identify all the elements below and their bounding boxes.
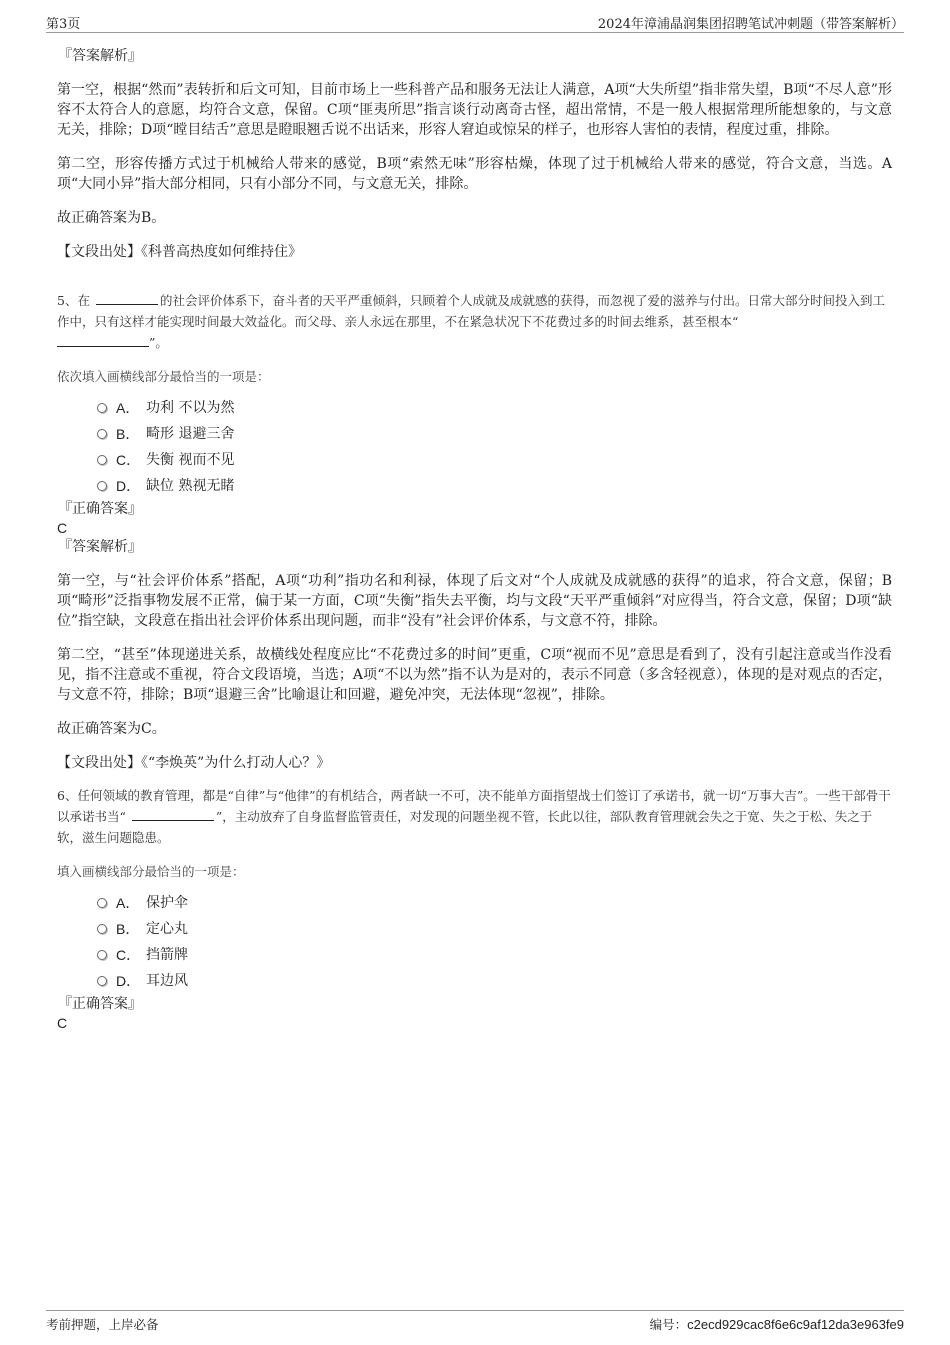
- q4-analysis-para-1: 第一空，根据“然而”表转折和后文可知，目前市场上一些科普产品和服务无法让人满意，A项“大失所望”指非常失望，B项“不尽人意”形容不太符合人的意愿，均符合文意，保留。C项“匪夷所思”指言谈行动离奇古怪，超出常情，不是一般人根据常理所能想象的，与文意无关，排除；D项“瞠目结舌”意思是瞪眼翘舌说不出话来，形容人窘迫或惊呆的样子，也形容人害怕的表情，程度过重，排除。: [57, 82, 892, 138]
- option-text: 功利 不以为然: [146, 400, 235, 416]
- q4-analysis-title: 『答案解析』: [58, 48, 142, 64]
- q4-analysis-para-2: 第二空，形容传播方式过于机械给人带来的感觉，B项“索然无味”形容枯燥，体现了过于机械给人带来的感觉，符合文意，当选。A项“大同小异”指大部分相同，只有小部分不同，与文意无关，排除。: [57, 156, 892, 192]
- page-number: 第3页: [46, 17, 81, 32]
- radio-icon[interactable]: [97, 950, 107, 960]
- radio-icon[interactable]: [97, 976, 107, 986]
- q5-analysis-para-2: 第二空，“甚至”体现递进关系，故横线处程度应比“不花费过多的时间”更重，C项“视而不见”意思是看到了，没有引起注意或当作没看见，指不注意或不重视，符合文段语境，当选；A项“不以为然”指不认为是对的，表示不同意（多含轻视意），体现的是对观点的否定，与文意不符，排除；B项“退避三舍”比喻退让和回避，避免冲突，无法体现“忽视”，排除。: [57, 647, 892, 703]
- q6-stem-part-b: ”，主动放弃了自身监督监管责任，对发现的问题坐视不管，长此以往，部队教育管理就会失之于宽、失之于松、失之于软，滋生问题隐患。: [57, 809, 873, 845]
- q6-prompt: 填入画横线部分最恰当的一项是：: [57, 864, 245, 879]
- page-content: [57, 46, 892, 1032]
- q5-correct-title: 『正确答案』: [58, 501, 142, 517]
- q5-correct-answer: C: [57, 520, 68, 536]
- radio-icon[interactable]: [97, 898, 107, 908]
- footer-code: [650, 1315, 904, 1333]
- option-letter: C．: [116, 452, 141, 468]
- q5-prompt: 依次填入画横线部分最恰当的一项是：: [57, 369, 270, 384]
- option-text: 挡箭牌: [146, 947, 188, 963]
- q5-stem: [57, 290, 892, 353]
- option-letter: D．: [116, 478, 141, 494]
- footer-code-value: c2ecd929cac8f6e6c9af12da3e963fe9: [687, 1317, 904, 1332]
- q4-conclusion: 故正确答案为B。: [57, 210, 166, 226]
- q5-blank-1: [96, 292, 158, 305]
- q5-option-d[interactable]: [97, 473, 892, 499]
- q6-option-a[interactable]: [97, 890, 892, 916]
- option-letter: D．: [116, 973, 141, 989]
- q5-option-a[interactable]: [97, 395, 892, 421]
- q6-options: [97, 890, 892, 994]
- q6-blank: [132, 808, 214, 821]
- q6-option-c[interactable]: [97, 942, 892, 968]
- q6-correct-title: 『正确答案』: [58, 996, 142, 1012]
- q5-option-b[interactable]: [97, 421, 892, 447]
- option-text: 定心丸: [146, 921, 188, 937]
- q5-stem-part-c: ”。: [149, 335, 168, 350]
- q6-correct-answer: C: [57, 1015, 68, 1031]
- q6-stem: [57, 785, 892, 848]
- q5-option-c[interactable]: [97, 447, 892, 473]
- radio-icon[interactable]: [97, 924, 107, 934]
- q5-analysis-para-1: 第一空，与“社会评价体系”搭配，A项“功利”指功名和利禄，体现了后文对“个人成就及成就感的获得”的追求，符合文意，保留；B项“畸形”泛指事物发展不正常，偏于某一方面，C项“失衡”指失去平衡，均与文段“天平严重倾斜”对应得当，符合文意，保留；D项“缺位”指空缺，文段意在指出社会评价体系出现问题，而非“没有”社会评价体系，与文意不符，排除。: [57, 573, 892, 629]
- footer-slogan: 考前押题，上岸必备: [46, 1317, 159, 1332]
- radio-icon[interactable]: [97, 429, 107, 439]
- page-footer: [46, 1310, 904, 1333]
- q6-stem-part-a: 6、任何领域的教育管理，都是“自律”与“他律”的有机结合，两者缺一不可，决不能单方面指望战士们签订了承诺书，就一切“万事大吉”。一些干部骨干以承诺书当“: [57, 788, 891, 824]
- option-text: 耳边风: [146, 973, 188, 989]
- q5-analysis-title: 『答案解析』: [58, 539, 142, 555]
- q5-stem-part-a: 5、在: [57, 293, 90, 308]
- q5-blank-2: [57, 334, 149, 347]
- radio-icon[interactable]: [97, 481, 107, 491]
- option-text: 畸形 退避三舍: [146, 426, 235, 442]
- option-text: 缺位 熟视无睹: [146, 478, 235, 494]
- q5-conclusion: 故正确答案为C。: [57, 721, 166, 737]
- q4-source: 【文段出处】《科普高热度如何维持住》: [57, 244, 302, 260]
- q6-option-d[interactable]: [97, 968, 892, 994]
- radio-icon[interactable]: [97, 455, 107, 465]
- option-letter: B．: [116, 426, 140, 442]
- radio-icon[interactable]: [97, 403, 107, 413]
- option-letter: A．: [116, 895, 140, 911]
- option-text: 保护伞: [146, 895, 188, 911]
- document-title: 2024年漳浦晶润集团招聘笔试冲刺题（带答案解析）: [597, 17, 904, 32]
- q5-options: [97, 395, 892, 499]
- q6-option-b[interactable]: [97, 916, 892, 942]
- q5-source: 【文段出处】《“李焕英”为什么打动人心？》: [57, 755, 331, 771]
- option-letter: A．: [116, 400, 140, 416]
- option-letter: B．: [116, 921, 140, 937]
- option-letter: C．: [116, 947, 141, 963]
- page-header: [46, 10, 904, 33]
- option-text: 失衡 视而不见: [146, 452, 235, 468]
- q5-stem-part-b: 的社会评价体系下，奋斗者的天平严重倾斜，只顾着个人成就及成就感的获得，而忽视了爱的滋养与付出。日常大部分时间投入到工作中，只有这样才能实现时间最大效益化。而父母、亲人永远在那里，不在紧急状况下不花费过多的时间去维系，甚至根本“: [57, 293, 885, 329]
- footer-code-label: 编号：: [649, 1317, 688, 1332]
